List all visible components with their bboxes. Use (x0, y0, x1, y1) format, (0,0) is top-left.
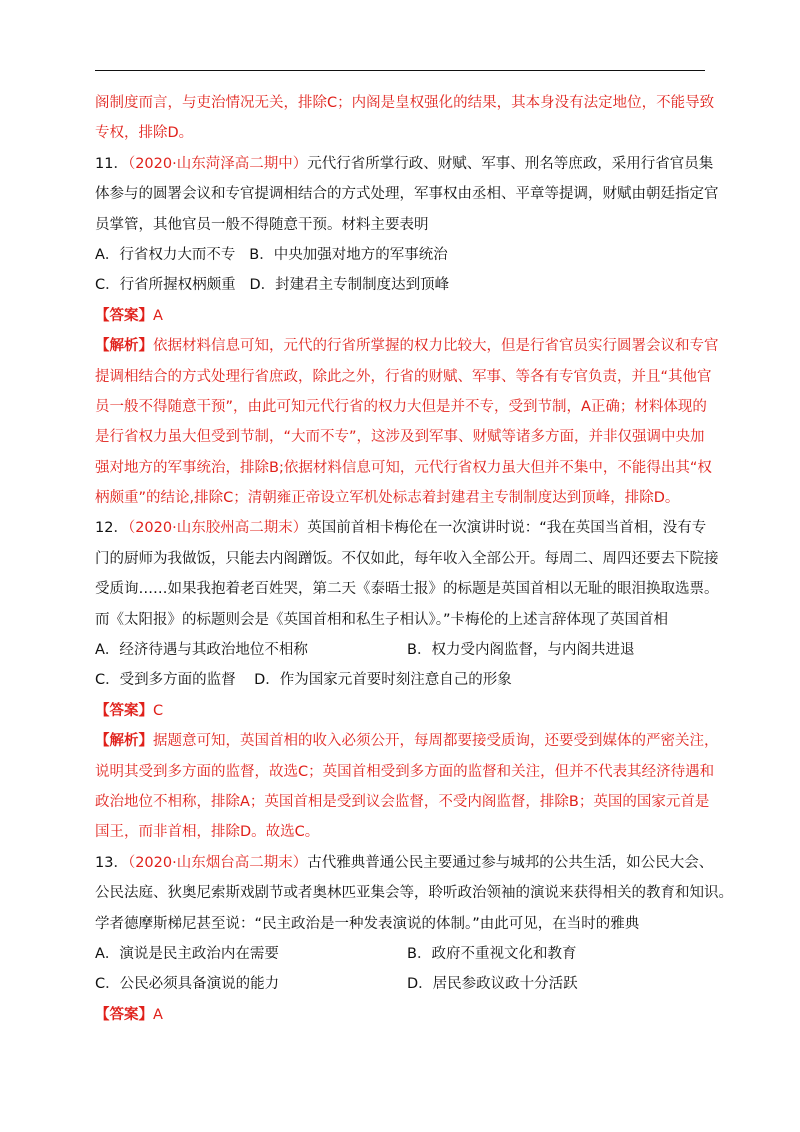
q13-answer (95, 1000, 720, 1030)
q12-analysis-line-4: 国王，而非首相，排除D。故选C。 (95, 824, 320, 841)
q13-option-a: A．演说是民主政治内在需要 (95, 945, 279, 962)
q12-answer-label: 【答案】 (95, 702, 153, 719)
q13-answer-label: 【答案】 (95, 1006, 153, 1023)
q12-stem-line-1 (95, 513, 720, 543)
q11-analysis-line-6: 柄颇重”的结论,排除C；清朝雍正帝设立军机处标志着封建君主专制制度达到顶峰，排除D。 (95, 490, 680, 507)
q12-analysis-line-1 (95, 726, 720, 756)
q11-number: 11． (95, 155, 128, 172)
q11-analysis-label: 【解析】 (95, 338, 153, 355)
q12-number: 12． (95, 520, 128, 537)
q11-analysis-line-2: 提调相结合的方式处理行省庶政，除此之外，行省的财赋、军事、等各有专官负责，并且“其他官 (95, 368, 712, 385)
q11-analysis-line-5: 强对地方的军事统治，排除B;依据材料信息可知，元代行省权力虽大但并不集中，不能得出其“权 (95, 459, 712, 476)
q12-analysis-line-2: 说明其受到多方面的监督，故选C；英国首相受到多方面的监督和关注，但并不代表其经济待遇和 (95, 763, 715, 780)
q13-stem-line-3: 学者德摩斯梯尼甚至说：“民主政治是一种发表演说的体制。”由此可见，在当时的雅典 (95, 915, 640, 932)
intro-line-1: 阁制度而言，与吏治情况无关，排除C；内阁是皇权强化的结果，其本身没有法定地位，不能导致 (95, 95, 715, 111)
q12-option-d: D．作为国家元首要时刻注意自己的形象 (254, 672, 512, 689)
q11-source: （2020·山东菏泽高二期中） (127, 155, 308, 172)
q11-options-row-1 (95, 240, 720, 270)
q13-stem-line-2: 公民法庭、狄奥尼索斯戏剧节或者奥林匹亚集会等，聆听政治领袖的演说来获得相关的教育和知识。 (95, 885, 733, 902)
q12-stem-line-4: 而《太阳报》的标题则会是《英国首相和私生子相认》。”卡梅伦的上述言辞体现了英国首相 (95, 611, 669, 628)
q11-option-a: A．行省权力大而不专 (95, 246, 236, 263)
q12-option-a: A．经济待遇与其政治地位不相称 (95, 642, 308, 659)
q11-answer-value: A (153, 307, 163, 324)
q11-option-c: C．行省所握权柄颇重 (95, 277, 236, 294)
q13-source: （2020·山东烟台高二期末） (127, 854, 308, 871)
q12-stem-text-1: 英国前首相卡梅伦在一次演讲时说：“我在英国当首相，没有专 (307, 520, 707, 537)
q11-stem-text-1: 元代行省所掌行政、财赋、军事、刑名等庶政，采用行省官员集 (307, 155, 714, 172)
q12-options-row-2 (95, 665, 720, 695)
q13-stem-line-1 (95, 848, 720, 878)
q13-option-d: D．居民参政议政十分活跃 (407, 976, 578, 993)
q12-analysis-text-1: 据题意可知，英国首相的收入必须公开，每周都要接受质询，还要受到媒体的严密关注， (153, 733, 719, 750)
document-page (95, 88, 733, 1030)
q12-source: （2020·山东胶州高二期末） (127, 520, 308, 537)
q12-analysis-line-3: 政治地位不相称，排除A；英国首相是受到议会监督，不受内阁监督，排除B；英国的国家元首是 (95, 793, 710, 810)
q13-number: 13． (95, 854, 128, 871)
q11-answer (95, 301, 720, 331)
q11-analysis-line-3: 员一般不得随意干预”，由此可知元代行省的权力大但是并不专，受到节制，A正确；材料体现的 (95, 398, 707, 415)
q13-options-row-1 (95, 939, 720, 969)
q12-option-c: C．受到多方面的监督 (95, 672, 236, 689)
q11-analysis-line-4: 是行省权力虽大但受到节制，“大而不专”，这涉及到军事、财赋等诸多方面，并非仅强调中央加 (95, 429, 705, 446)
q11-analysis-text-1: 依据材料信息可知，元代的行省所掌握的权力比较大，但是行省官员实行圆署会议和专官 (153, 338, 719, 355)
q12-answer (95, 696, 720, 726)
q13-options-row-2 (95, 969, 720, 999)
q11-answer-label: 【答案】 (95, 307, 153, 324)
q11-stem-line-3: 员掌管，其他官员一般不得随意干预。材料主要表明 (95, 216, 429, 233)
q11-stem-line-1 (95, 149, 720, 179)
q13-option-b: B．政府不重视文化和教育 (407, 945, 577, 962)
q11-analysis-line-1 (95, 331, 720, 361)
q13-stem-text-1: 古代雅典普通公民主要通过参与城邦的公共生活，如公民大会、 (307, 854, 714, 871)
q12-stem-line-2: 门的厨师为我做饭，只能去内阁蹭饭。不仅如此，每年收入全部公开。每周二、周四还要去下院接 (95, 550, 719, 567)
intro-line-2: 专权，排除D。 (95, 125, 194, 142)
q12-analysis-label: 【解析】 (95, 733, 153, 750)
q11-option-b: B．中央加强对地方的军事统治 (249, 246, 448, 263)
q13-option-c: C．公民必须具备演说的能力 (95, 976, 280, 993)
q11-option-d: D．封建君主专制制度达到顶峰 (249, 277, 450, 294)
q13-answer-value: A (153, 1006, 163, 1023)
q12-answer-value: C (153, 702, 164, 719)
header-rule (95, 70, 705, 71)
q11-options-row-2 (95, 270, 720, 300)
q12-stem-line-3: 受质询……如果我抱着老百姓哭，第二天《泰晤士报》的标题是英国首相以无耻的眼泪换取选票。 (95, 581, 719, 598)
q11-stem-line-2: 体参与的圆署会议和专官提调相结合的方式处理，军事权由丞相、平章等提调，财赋由朝廷指定官 (95, 186, 719, 203)
q12-option-b: B．权力受内阁监督，与内阁共进退 (407, 642, 635, 659)
q12-options-row-1 (95, 635, 720, 665)
